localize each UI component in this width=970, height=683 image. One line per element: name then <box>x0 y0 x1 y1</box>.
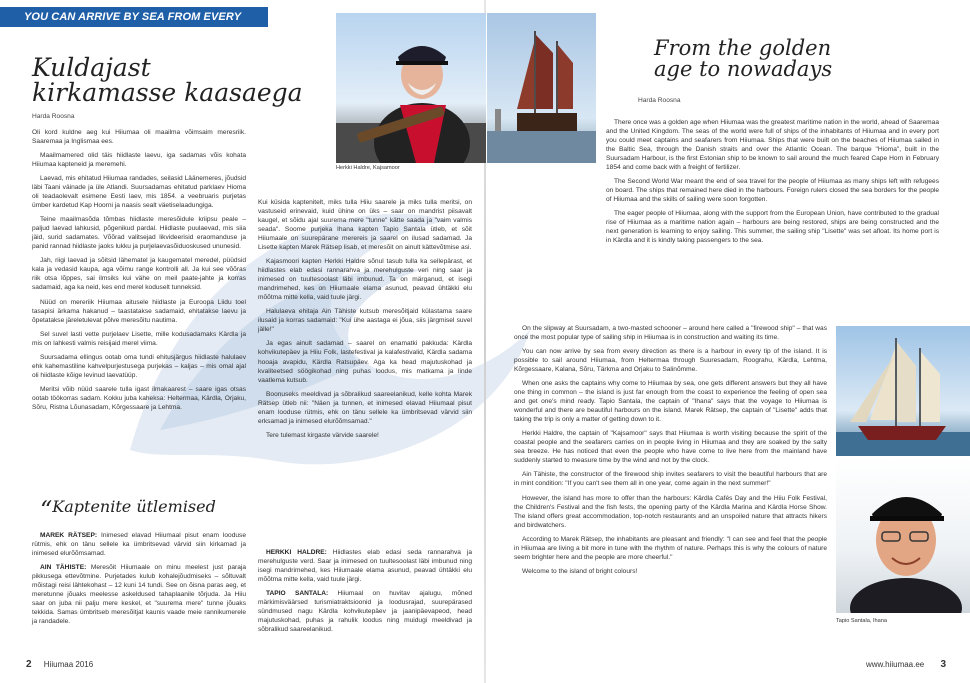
paragraph: On the slipway at Suursadam, a two-masted schooner – around here called a "firewood ship" – that was once the most popular type of sailing ship in Hiiumaa is in construction and waiting its time. <box>514 325 827 342</box>
paragraph: Boonuseks meeldivad ja sõbralikud saareelanikud, kelle kohta Marek Rätsep ütleb nii: "Näen ja tunnen, et inimesed elavad Hiiumaal pisut enam looduse rütmis, ehk on tänu sellele ka ümbritsevad värvid siin erksamad ja inimesed elurõõmsamad." <box>258 390 472 425</box>
schooner-illustration <box>836 326 970 456</box>
paragraph: Kui küsida kaptenitelt, miks tulla Hiiu saarele ja miks tulla meritsi, on vastuseid erinevaid, kuid ühine on üks – saar on mandrist piisavalt kaugel, et sõidu ajal suurema mere "tunne" kätte saada ja "vaim valmis seada". Soome purjeka Ihana kapten Tapio Santala ütleb, et sõit Hiiumaale on suurepärane merereis ja saarel on ilusad sadamad. Ja Lisette kapten Marek Rätsep lisab, et meresõit on ainult kättevõtmise asi. <box>258 199 472 252</box>
sailing-ship-illustration <box>487 13 596 163</box>
paragraph: Teine maailmasõda tõmbas hiidlaste meresõidule kriipsu peale – paljud laevad lahkusid, põgenikud pardal. Hiidlaste puulaevad, mis siia jäid, surid sadamates. Võõrad valitsejad likvideerisid eraomanduse ja panid rannad hiidlaste jaoks lukku ja purjelaevasõiduoskused ununesid. <box>32 216 246 251</box>
quotes-column-2 <box>258 548 472 639</box>
photo-herkki-haldre <box>336 13 486 163</box>
quote-speaker: HERKKI HALDRE: <box>266 549 327 556</box>
right-article-title: From the golden age to nowadays <box>654 36 833 81</box>
paragraph: You can now arrive by sea from every direction as there is a harbour in every tip of the island. It is possible to sail around Hiiumaa, from Heltermaa through Suuresadam, Roograhu, Kärdla, Lehtma, Kõrgessaare, Kalana, Sõru, Tärkma and Orjaku to Salinõmme. <box>514 348 827 374</box>
section-banner: YOU CAN ARRIVE BY SEA FROM EVERY DIRECTIONS <box>0 7 268 27</box>
man-with-guitar-illustration <box>336 13 486 163</box>
photo-tall-ship <box>487 13 596 163</box>
paragraph: Halulaeva ehitaja Ain Tähiste kutsub meresõitjaid külastama saare ilusaid ja korras sadamaid: "Kui ühe aastaga ei jõua, siis järgmisel suvel jälle!" <box>258 308 472 334</box>
paragraph: There once was a golden age when Hiiumaa was the greatest maritime nation in the world, ahead of Saaremaa and the United Kingdom. The seas of the world were full of ships of the inhabitants of Hiiumaa and in every port you could meet captains and seafarers from Hiiumaa. Ships that were built on the beaches of Hiiumaa sailed in the Baltic Sea, through the Danish straits and over the Atlantic Ocean. The barque "Hioma", built in the Suursadam Harbour, is the first Estonian ship to be known to sail around the much feared Cape Horn in February 1854 and come back with a freight of fertilizer. <box>606 119 939 172</box>
paragraph: The eager people of Hiiumaa, along with the support from the European Union, have contributed to the gradual rise of Hiiumaa as a maritime nation again – harbours are being restored, ships are being constructed and the next generation is learning to enjoy sailing. This summer, the sailing ship "Lisette" was set afloat. Its home port is in Kärdla and it is kindly taking passengers to the sea. <box>606 210 939 245</box>
paragraph: According to Marek Rätsep, the inhabitants are pleasant and friendly: "I can see and feel that the people in Hiiumaa are living a bit more in tune with the rhythm of nature. Perhaps this is why the colours of nature seem brighter here and the people are more cheerful." <box>514 535 827 561</box>
paragraph: Oli kord kuldne aeg kui Hiiumaa oli maailma võimsaim meresriik. Saaremaa ja Inglismaa ees. <box>32 129 246 146</box>
quote-speaker: MAREK RÄTSEP: <box>40 532 98 539</box>
quote-item: HERKKI HALDRE: Hiidlastes elab edasi seda rannarahva ja merehulguste verd. Saar ja inimesed on tuultesoolast läbi imbunud ning isegi mandrimehed, kes Hiiumaale elama asunud, peavad ühtäkki elu mõõtma mitte kella, vaid tuule järgi. <box>258 549 472 584</box>
left-article-title: Kuldajast kirkamasse kaasaega <box>32 53 303 107</box>
paragraph: Laevad, mis ehitatud Hiiumaa randades, seilasid Läänemeres, jõudsid läbi Taani väinade ja üle Atlandi. Suursadamas ehitatud parklaev Hioma oli teadaolevalt esimene Eesti laev, mis 1854. a veebruaris purjetas ümber kardetud Kap Hoorni ja naasis sealt väetiselaadungiga. <box>32 175 246 210</box>
right-article-author: Harda Roosna <box>638 97 681 104</box>
publication-name: Hiiumaa 2016 <box>43 660 94 669</box>
paragraph: Sel suvel lasti vette purjelaev Lisette, mille kodusadamaks Kärdla ja mis on lahkesti valmis reisijaid merel viima. <box>32 330 246 347</box>
paragraph: However, the island has more to offer than the harbours: Kärdla Cafés Day and the Hiiu Folk Festival, the Children's Festival and the fish fests, the opening party of the Kärdla Marina and Kärdla Horse Show. The island offers great accommodation, top-notch restaurants and an unspoiled nature that attracts hikers and birdwatchers. <box>514 494 827 529</box>
quotes-column-1 <box>32 531 246 631</box>
man-portrait-illustration <box>836 458 970 613</box>
page-number-left: 2 <box>26 659 32 670</box>
footer-page-left <box>26 659 93 670</box>
paragraph: Ja egas ainult sadamad – saarel on enamatki pakkuda: Kärdla kohvikutepäev ja Hiiu Folk, lastefestival ja kalafestivalid, Kärdla sadama hooaja avapidu, Kärdla Ratsupäev. Aga ka head majutuskohad ja kvaliteetsed söögikohad ning puhas loodus, mis matkama ja linde vaatlema kutsub. <box>258 340 472 384</box>
page-number-right: 3 <box>940 659 947 670</box>
left-column-2 <box>258 198 472 445</box>
right-column-top <box>606 118 939 250</box>
paragraph: Welcome to the island of bright colours! <box>522 567 638 575</box>
caption-tapio: Tapio Santala, Ihana <box>836 618 888 624</box>
quote-item: MAREK RÄTSEP: Inimesed elavad Hiiumaal pisut enam looduse rütmis, ehk on tänu sellele ka ümbritsevad värvid siin kirkamad ja inimesed elurõõmsamad. <box>32 532 247 558</box>
left-article-author: Harda Roosna <box>32 113 75 120</box>
paragraph: The Second World War meant the end of sea travel for the people of Hiiumaa as many ships left with refugees on board. The ships that remained here died in the harbours. Foreign rulers closed the sea borders for the people of Hiiumaa and the skills of sailing were soon forgotten. <box>606 178 939 204</box>
website-url[interactable]: www.hiiumaa.ee <box>866 660 925 669</box>
paragraph: When one asks the captains why come to Hiiumaa by sea, one gets different answers but they all have one thing in common – the island is just far enough from the coast to experience the feeling of open sea and get one's mind ready. Tapio Santala, the captain of "Ihana" says that the voyage to Hiiumaa is wonderful and there are beautiful harbours on the island. Marek Rätsep, the captain of "Lisette" adds that taking the trip is only a matter of getting down to it. <box>514 380 827 424</box>
paragraph: Kajasmoori kapten Herkki Haldre sõnul tasub tulla ka sellepärast, et hiidlastes elab edasi rannarahva ja merehulguste veri ning saar ja inimesed on tuultesoolast läbi imbunud. Ta on märganud, et isegi mandrimehed, kes on Hiiumaale elama asunud, peavad ühtäkki elu mõõtma mitte kella, vaid tuule järgi. <box>258 258 472 302</box>
quote-mark-icon: “ <box>40 496 53 524</box>
quotes-heading: “Kaptenite ütlemised <box>40 496 216 524</box>
paragraph: Jah, riigi laevad ja sõitsid lähematel ja kaugematel meredel, püüdsid kala ja vedasid kaupa, aga võimu range kontrolli all. Ja kui see võõras riik otsa lõppes, sai ilmsiks kui vähe on meil paate-jahte ja korras sadamaid, aga ka neid, kes end merel koduselt tunneksid. <box>32 257 246 292</box>
paragraph: Nüüd on mereriik Hiiumaa aitusele hiidlaste ja Euroopa Liidu toel tasapisi ärkama hakanud – taastatakse sadamaid, ehitatakse laevu ja õpetatakse järeletulevat põlve meresõitu nautima. <box>32 298 246 324</box>
photo-schooner <box>836 326 970 456</box>
quote-speaker: TAPIO SANTALA: <box>266 590 329 598</box>
quote-item: AIN TÄHISTE: Meresõit Hiiumaale on minu meelest just paraja pikkusega ettevõtmine. Purjetades kulub kohalejõudmiseks – sõltuvalt mõistagi reisi lähtekohast – 12 kuni 14 tundi. See on õisna paras aeg, et meretunne jõuaks meelesse askeldused tahaplaanile tõrjuda. Ja Hiiu saar on juba nii palju mere keskel, et "suurema mere" tunne jõuaks tekkida. Samas ümbritseb meresõitjat kaunis vaade meie rannikumerele ja randadele. <box>32 564 246 626</box>
right-column-bottom <box>514 324 827 581</box>
paragraph: Meritsi võib nüüd saarele tulla igast ilmakaarest – saare igas otsas ootab töökorras sadam. Kokku juba kaheksa: Heltermaa, Kärdla, Orjaku, Sõru, Ristna Lõunasadam, Kõrgessaare ja Lehtma. <box>32 385 246 411</box>
paragraph: Herkki Haldre, the captain of "Kajsamoor" says that Hiiumaa is worth visiting because the spirit of the coastal people and the seafarers carries on in people living in Hiiumaa and they are soaked by the salty sea breeze. He has noticed that even the people who have come to live here from the mainland have suddenly started to measure time by the wind and not by the clock. <box>514 430 827 465</box>
quote-item: TAPIO SANTALA: Hiiumaal on huvitav ajalugu, mõned märkimisväärsed turismiatraktsioonid ja loodusrajad, suurepärased sündmused nagu Kärdla kohvikutepäev ja jaanipäevapeod, head majutuskohad, puhas ja rahulik loodus ning muidugi meeldivad ja sõbralikud saareelanikud. <box>258 590 472 634</box>
left-column-1 <box>32 128 246 417</box>
paragraph: Ain Tähiste, the constructor of the firewood ship invites seafarers to visit the beautiful harbours that are in mint condition: "If you can't see them all in one year, come again in the next summer!" <box>514 471 827 488</box>
paragraph: Tere tulemast kirgaste värvide saarele! <box>266 431 379 439</box>
caption-herkki: Herkki Haldre, Kajsamoor <box>336 165 400 171</box>
quote-speaker: AIN TÄHISTE: <box>40 564 87 572</box>
photo-tapio-santala <box>836 458 970 613</box>
paragraph: Suursadama ellingus ootab oma tundi ehitusjärgus hiidlaste halulaev ehk kahemastiline kahvelpurjestusega purjekas – kaljas – mis omal ajal oli hiidlaste kõige levinud laevatüüp. <box>32 353 246 379</box>
footer-page-right <box>866 659 946 670</box>
paragraph: Maailmamered olid täis hiidlaste laevu, iga sadamas võis kohata Hiiumaa kapteneid ja meremehi. <box>32 152 246 169</box>
